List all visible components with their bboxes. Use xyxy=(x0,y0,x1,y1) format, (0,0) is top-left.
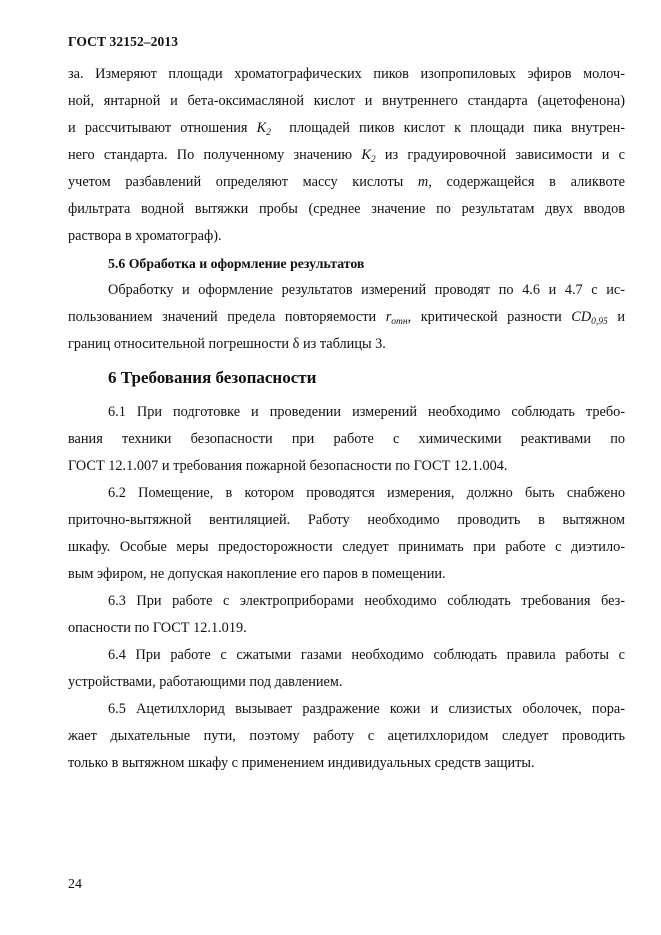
subsection-heading-5-6: 5.6 Обработка и оформление результатов xyxy=(108,256,365,271)
paragraph-6-2 xyxy=(68,480,625,588)
text-line: раствора в хроматограф). xyxy=(68,228,222,244)
text-line: жает дыхательные пути, поэтому работу с ацетилхлоридом следует проводить xyxy=(68,728,625,744)
text-line: и рассчитывают отношения $K_2$ площадей пиков кислот к площади пика внутрен- xyxy=(68,120,625,138)
text-line: опасности по ГОСТ 12.1.019. xyxy=(68,620,247,636)
variable-m: m, xyxy=(417,174,432,190)
text-line: него стандарта. По полученному значению $K_2$ из градуировочной зависимости и с xyxy=(68,147,625,165)
paragraph-6-4 xyxy=(68,642,625,696)
variable-r-rel: $r_{отн}$ xyxy=(385,309,408,327)
text-line: вым эфиром, не допуская накопление его паров в помещении. xyxy=(68,566,446,582)
section-heading-6: 6 Требования безопасности xyxy=(108,368,317,387)
text-line: Обработку и оформление результатов измерений проводят по 4.6 и 4.7 с ис- xyxy=(108,282,625,298)
paragraph-6-5 xyxy=(68,696,625,777)
text-line: 6.4 При работе с сжатыми газами необходимо соблюдать правила работы с xyxy=(108,647,625,663)
page-number: 24 xyxy=(68,877,82,892)
text-line: ГОСТ 12.1.007 и требования пожарной безопасности по ГОСТ 12.1.004. xyxy=(68,458,508,474)
text-line: только в вытяжном шкафу с применением индивидуальных средств защиты. xyxy=(68,755,535,771)
paragraph-6-3 xyxy=(68,588,625,642)
text-line: учетом разбавлений определяют массу кислоты m, содержащейся в аликвоте xyxy=(68,174,626,190)
variable-k2: $K_2$ xyxy=(361,147,376,165)
text-line: 6.1 При подготовке и проведении измерений необходимо соблюдать требо- xyxy=(108,404,625,420)
text-line: ной, янтарной и бета-оксимасляной кислот и внутреннего стандарта (ацетофенона) xyxy=(68,93,625,109)
text-line: 6.2 Помещение, в котором проводятся измерения, должно быть снабжено xyxy=(108,485,625,501)
paragraph-6-1 xyxy=(68,399,625,480)
text-line: 6.3 При работе с электроприборами необходимо соблюдать требования без- xyxy=(108,593,625,609)
text-line: вания техники безопасности при работе с химическими реактивами по xyxy=(68,431,625,447)
text-line: пользованием значений предела повторяемости $r_{отн}$, критической разности $CD_{0,95}$ и xyxy=(68,309,625,327)
text-line: фильтрата водной вытяжки пробы (среднее значение по результатам двух вводов xyxy=(68,201,625,217)
variable-k2: $K_2$ xyxy=(256,120,271,138)
text-line: границ относительной погрешности δ из таблицы 3. xyxy=(68,336,386,352)
text-line: устройствами, работающими под давлением. xyxy=(68,674,343,690)
paragraph-5-6 xyxy=(68,277,625,358)
text-line: приточно-вытяжной вентиляцией. Работу необходимо проводить в вытяжном xyxy=(68,512,625,528)
paragraph-continuation xyxy=(68,61,625,250)
text-line: 6.5 Ацетилхлорид вызывает раздражение кожи и слизистых оболочек, пора- xyxy=(108,701,625,717)
text-line: шкафу. Особые меры предосторожности следует принимать при работе с диэтило- xyxy=(68,539,625,555)
text-line: за. Измеряют площади хроматографических пиков изопропиловых эфиров молоч- xyxy=(68,66,625,82)
page-header: ГОСТ 32152–2013 xyxy=(68,34,179,49)
variable-cd: $CD_{0,95}$ xyxy=(571,309,608,327)
